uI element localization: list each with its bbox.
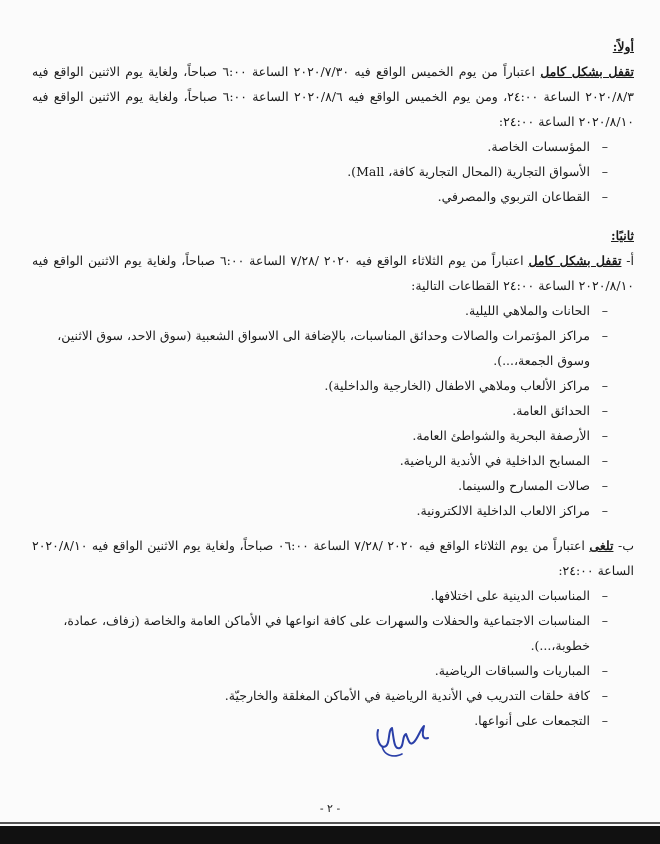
- list-item: – الحانات والملاهي الليلية.: [32, 298, 608, 323]
- list-item: – المؤسسات الخاصة.: [32, 134, 608, 159]
- section-2a-text: اعتباراً من يوم الثلاثاء الواقع فيه ٢٠٢٠ /٧/٢٨ الساعة ٦:٠٠ صباحاً، ولغاية يوم الاثنين الواقع فيه ٢٠٢٠/٨/١٠ الساعة ٢٤:٠٠ القطاعات التالية:: [32, 253, 634, 293]
- list-item: – المباريات والسباقات الرياضية.: [32, 658, 608, 683]
- handwritten-signature: [372, 716, 442, 762]
- section-2a-list: [32, 298, 634, 523]
- list-item: – مراكز الألعاب وملاهي الاطفال (الخارجية والداخلية).: [32, 373, 608, 398]
- section-1-lead: تقفل بشكل كامل: [540, 64, 634, 79]
- section-2b-paragraph: [32, 533, 634, 583]
- list-item: – المسابح الداخلية في الأندية الرياضية.: [32, 448, 608, 473]
- list-item: – كافة حلقات التدريب في الأندية الرياضية في الأماكن المغلقة والخارجيّة.: [32, 683, 608, 708]
- list-item: – المناسبات الاجتماعية والحفلات والسهرات على كافة انواعها في الأماكن العامة والخاصة (زفاف، عمادة، خطوبة،...).: [32, 608, 608, 658]
- section-1-text: اعتباراً من يوم الخميس الواقع فيه ٢٠٢٠/٧/٣٠ الساعة ٦:٠٠ صباحاً، ولغاية يوم الاثنين الواقع فيه ٢٠٢٠/٨/٣ الساعة ٢٤:٠٠، ومن يوم الخميس الواقع فيه ٢٠٢٠/٨/٦ الساعة ٦:٠٠ صباحاً، ولغاية يوم الاثنين الواقع فيه ٢٠٢٠/٨/١٠ الساعة ٢٤:٠٠:: [32, 64, 634, 129]
- section-2a-lead: تقفل بشكل كامل: [528, 253, 622, 268]
- section-2-heading: ثانيًا:: [611, 228, 634, 243]
- list-item: – الحدائق العامة.: [32, 398, 608, 423]
- page-edge-line: [0, 822, 660, 824]
- section-2b-text: اعتباراً من يوم الثلاثاء الواقع فيه ٢٠٢٠ /٧/٢٨ الساعة ٠٦:٠٠ صباحاً، ولغاية يوم الاثنين الواقع فيه ٢٠٢٠/٨/١٠ الساعة ٢٤:٠٠:: [32, 538, 634, 578]
- list-item: – الأسواق التجارية (المحال التجارية كافة، Mall).: [32, 159, 608, 184]
- section-2b-list: [32, 583, 634, 733]
- list-item: – الأرصفة البحرية والشواطئ العامة.: [32, 423, 608, 448]
- document-body: [32, 34, 634, 733]
- list-item: – المناسبات الدينية على اختلافها.: [32, 583, 608, 608]
- section-2a-paragraph: [32, 248, 634, 298]
- list-item: – القطاعان التربوي والمصرفي.: [32, 184, 608, 209]
- section-1-list: [32, 134, 634, 209]
- page-number: - ٢ -: [319, 802, 341, 815]
- list-item: – مراكز المؤتمرات والصالات وحدائق المناسبات، بالإضافة الى الاسواق الشعبية (سوق الاحد، سوق الاثنين، وسوق الجمعة،...).: [32, 323, 608, 373]
- section-2b-lead: تلغى: [589, 538, 614, 553]
- list-item: – صالات المسارح والسينما.: [32, 473, 608, 498]
- scan-bottom-bar: [0, 826, 660, 844]
- list-item: – مراكز الالعاب الداخلية الالكترونية.: [32, 498, 608, 523]
- section-1-paragraph: [32, 59, 634, 134]
- section-1-heading: أولاً:: [612, 39, 634, 54]
- section-2a-marker: أ-: [621, 253, 634, 268]
- list-item: – التجمعات على أنواعها.: [32, 708, 608, 733]
- section-2b-marker: ب-: [613, 538, 634, 553]
